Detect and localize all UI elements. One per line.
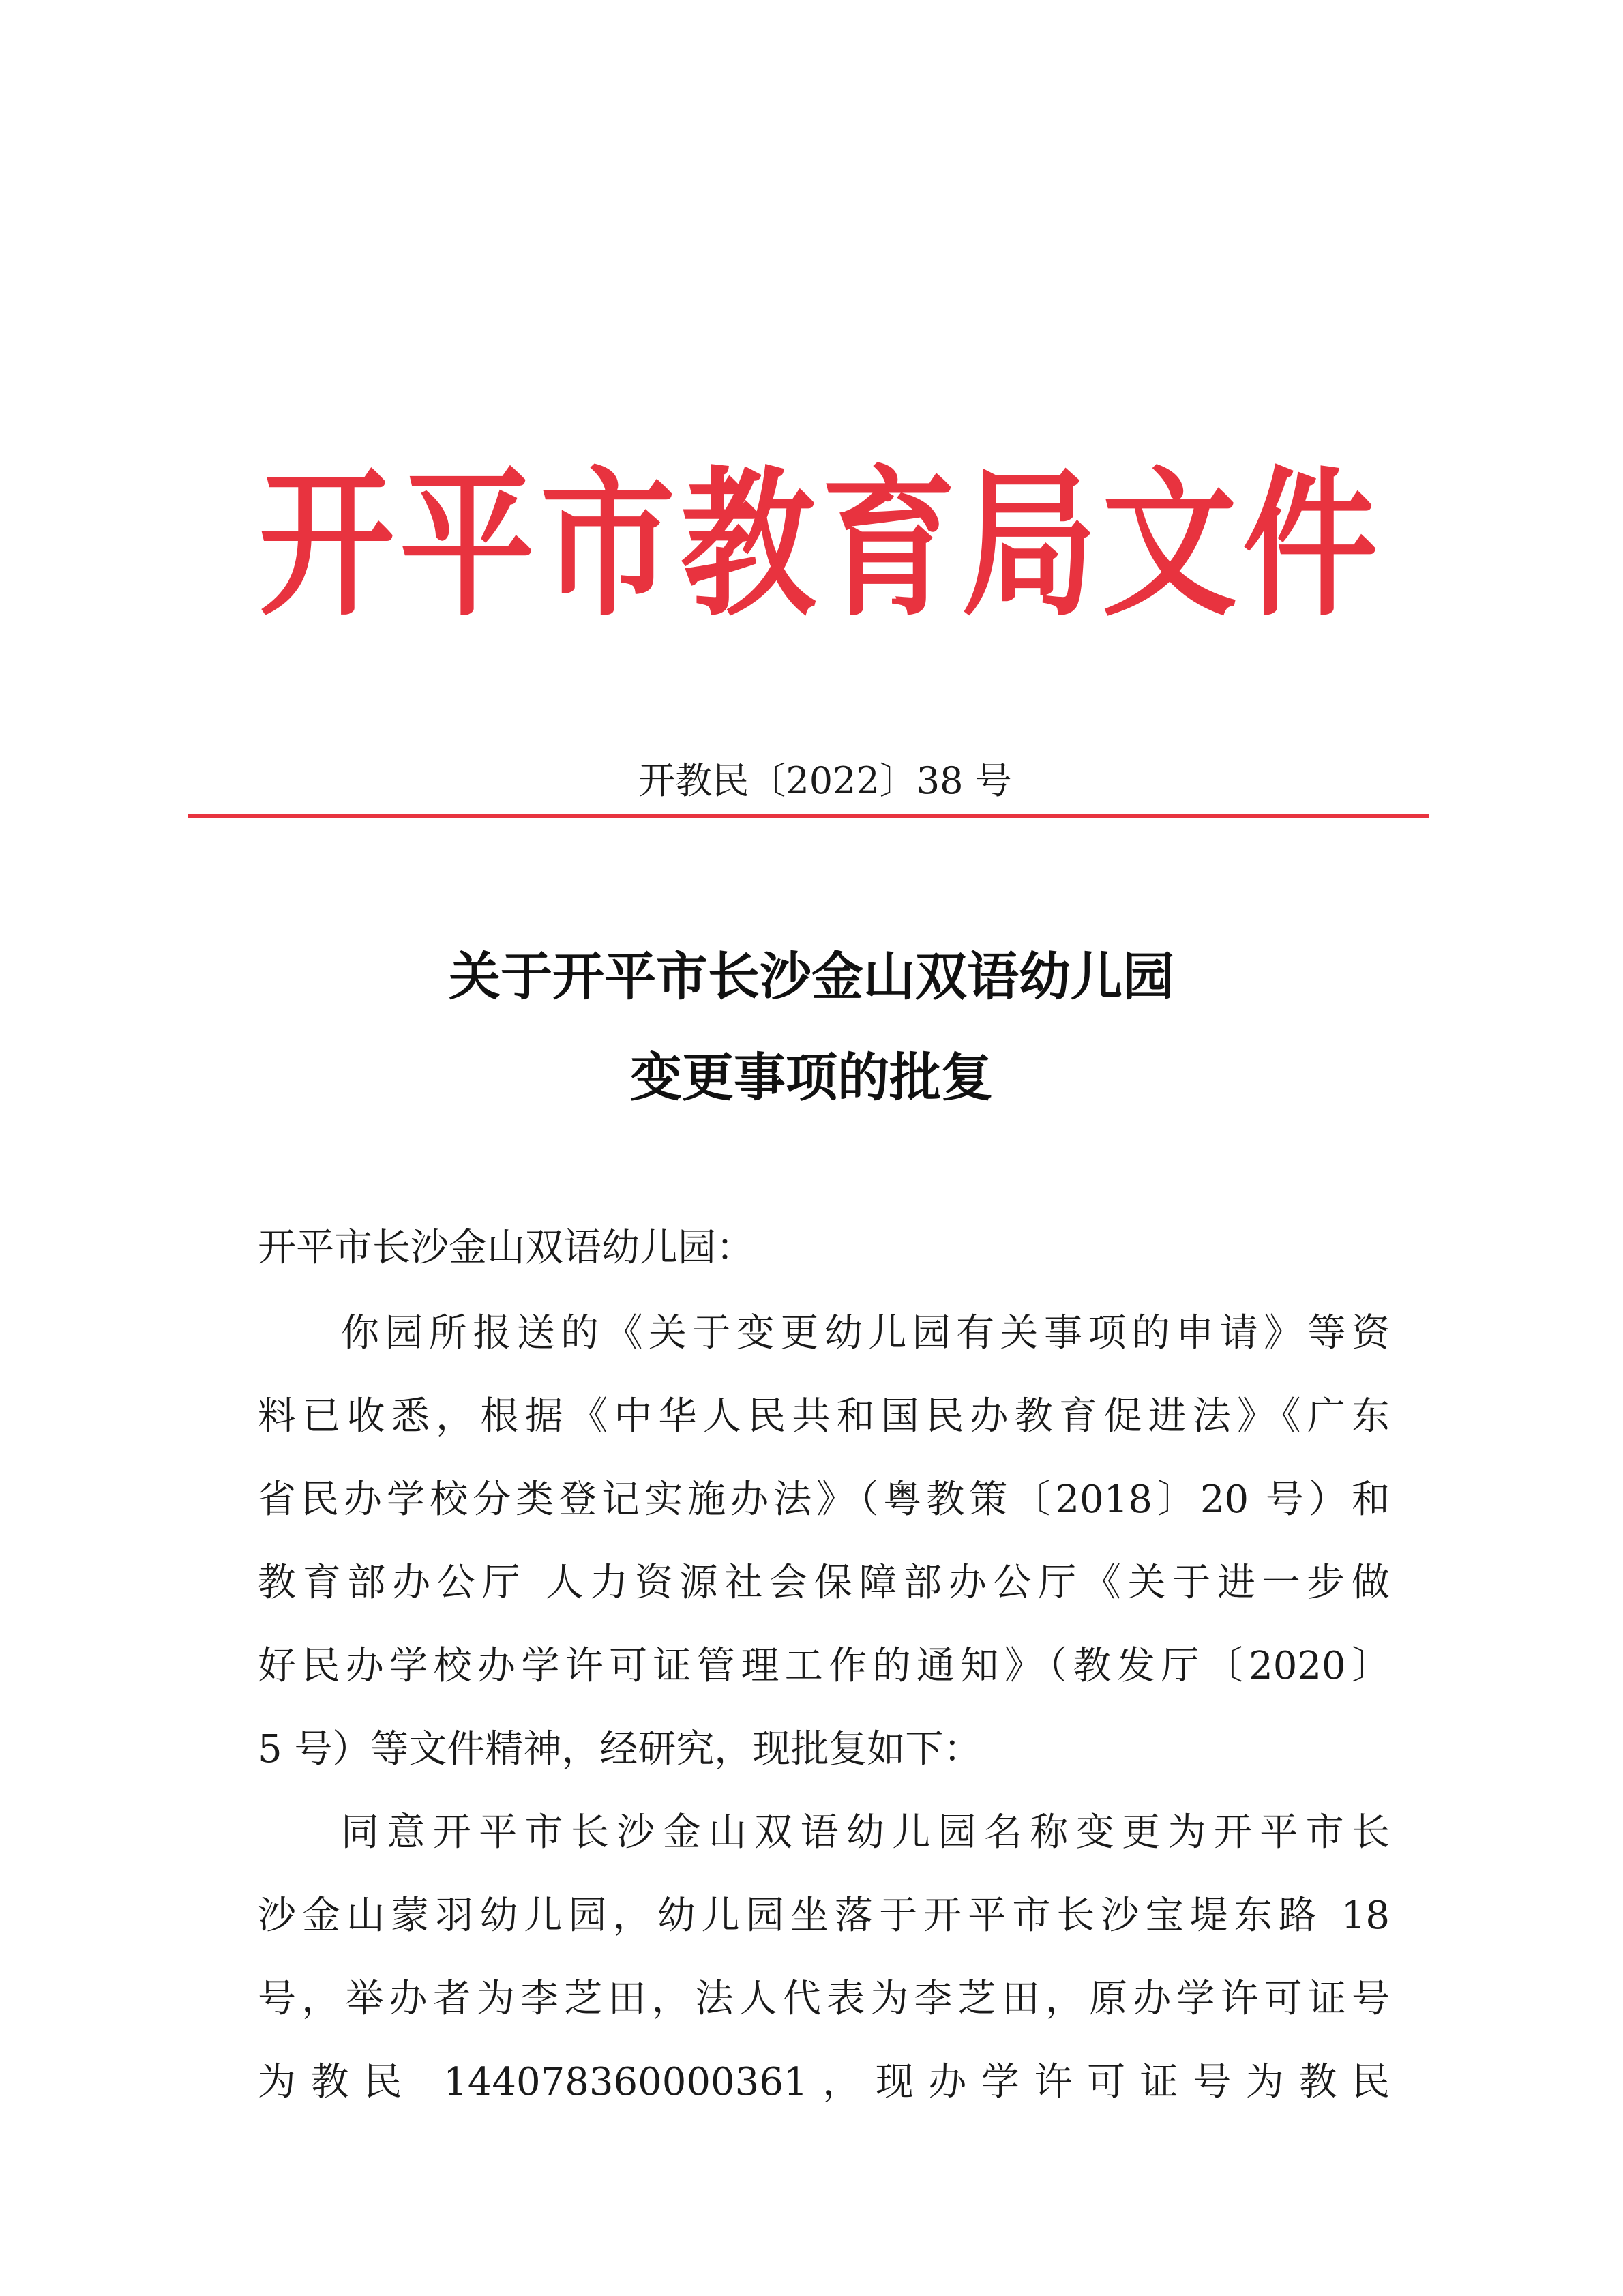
body-line-8: 沙金山蒙羽幼儿园，幼儿园坐落于开平市长沙宝堤东路 18 <box>258 1894 1390 1938</box>
body-line-10: 为教民 144078360000361，现办学许可证号为教民 <box>258 2060 1390 2104</box>
red-divider-line <box>188 814 1429 818</box>
document-title-line-2: 变更事项的批复 <box>630 1047 993 1108</box>
body-line-1: 你园所报送的《关于变更幼儿园有关事项的申请》等资 <box>341 1311 1390 1355</box>
body-line-2: 料已收悉，根据《中华人民共和国民办教育促进法》《广东 <box>258 1394 1390 1439</box>
body-line-4: 教育部办公厅 人力资源社会保障部办公厅《关于进一步做 <box>258 1561 1390 1605</box>
document-title-line-1: 关于开平市长沙金山双语幼儿园 <box>449 946 1174 1007</box>
document-number: 开教民〔2022〕38 号 <box>638 759 1012 802</box>
body-line-3: 省民办学校分类登记实施办法》（粤教策〔2018〕20 号）和 <box>258 1477 1390 1522</box>
addressee: 开平市长沙金山双语幼儿园： <box>258 1226 754 1270</box>
body-line-5: 好民办学校办学许可证管理工作的通知》（教发厅〔2020〕 <box>258 1644 1390 1688</box>
masthead-title: 开平市教育局文件 <box>259 452 1383 638</box>
body-line-7: 同意开平市长沙金山双语幼儿园名称变更为开平市长 <box>341 1810 1390 1855</box>
body-line-9: 号，举办者为李芝田，法人代表为李芝田，原办学许可证号 <box>258 1977 1390 2021</box>
body-line-6: 5 号）等文件精神，经研究，现批复如下： <box>258 1727 982 1771</box>
